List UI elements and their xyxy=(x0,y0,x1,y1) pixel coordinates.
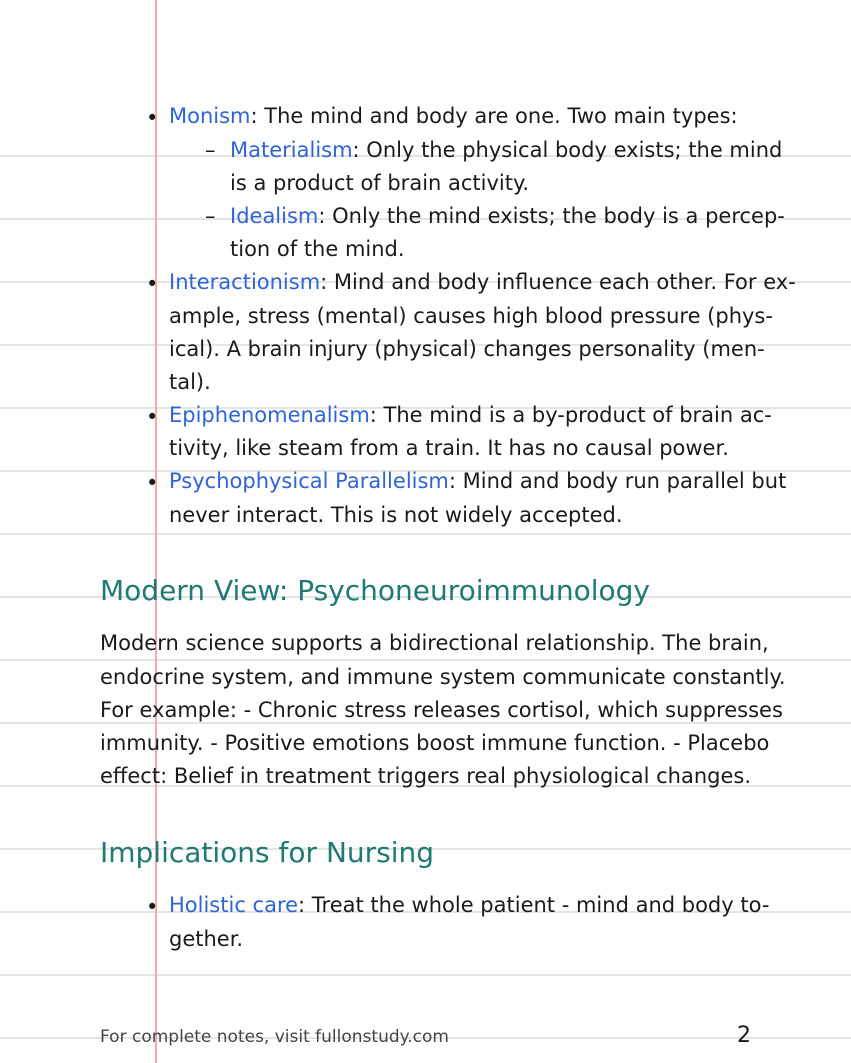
dash-icon: – xyxy=(205,138,216,162)
list-item-parallelism xyxy=(169,469,786,493)
list-item-monism xyxy=(169,104,738,128)
ruled-line xyxy=(0,533,851,535)
holistic-care-text: : Treat the whole patient - mind and body to- xyxy=(298,893,770,917)
interactionism-line2: ample, stress (mental) causes high blood pressure (phys- xyxy=(169,304,773,328)
paragraph-line: effect: Belief in treatment triggers real physiological changes. xyxy=(100,764,752,788)
section-heading-implications: Implications for Nursing xyxy=(100,836,435,869)
ruled-line xyxy=(0,659,851,661)
paragraph-line: Modern science supports a bidirectional relationship. The brain, xyxy=(100,631,769,655)
bullet-icon: • xyxy=(146,405,159,429)
epiphenomenalism-text: : The mind is a by-product of brain ac- xyxy=(369,403,772,427)
bullet-icon: • xyxy=(146,471,159,495)
idealism-text: : Only the mind exists; the body is a percep- xyxy=(318,204,785,228)
bullet-icon: • xyxy=(146,272,159,296)
paragraph-line: endocrine system, and immune system communicate constantly. xyxy=(100,665,786,689)
interactionism-line4: tal). xyxy=(169,370,211,394)
page-number: 2 xyxy=(737,1023,751,1048)
monism-text: : The mind and body are one. Two main types: xyxy=(250,104,738,128)
ruled-line xyxy=(0,722,851,724)
holistic-care-line2: gether. xyxy=(169,927,244,951)
term-epiphenomenalism: Epiphenomenalism xyxy=(169,403,370,427)
parallelism-text: : Mind and body run parallel but xyxy=(448,469,787,493)
list-item-idealism xyxy=(230,204,785,228)
footer-note: For complete notes, visit fullonstudy.com xyxy=(100,1027,449,1047)
term-holistic-care: Holistic care xyxy=(169,893,299,917)
section-heading-modern-view: Modern View: Psychoneuroimmunology xyxy=(100,574,650,607)
bullet-icon: • xyxy=(146,106,159,130)
term-parallelism: Psychophysical Parallelism xyxy=(169,469,449,493)
list-item-interactionism xyxy=(169,270,796,294)
interactionism-line3: ical). A brain injury (physical) changes personality (men- xyxy=(169,337,765,361)
paragraph-line: For example: - Chronic stress releases cortisol, which suppresses xyxy=(100,698,783,722)
materialism-text: : Only the physical body exists; the mind xyxy=(352,138,783,162)
dash-icon: – xyxy=(205,204,216,228)
paragraph-line: immunity. - Positive emotions boost immune function. - Placebo xyxy=(100,731,770,755)
epiphenomenalism-line2: tivity, like steam from a train. It has no causal power. xyxy=(169,436,729,460)
list-item-holistic-care xyxy=(169,893,769,917)
list-item-materialism xyxy=(230,138,782,162)
interactionism-text: : Mind and body influence each other. For ex- xyxy=(320,270,796,294)
ruled-line xyxy=(0,974,851,976)
term-interactionism: Interactionism xyxy=(169,270,321,294)
parallelism-line2: never interact. This is not widely accepted. xyxy=(169,503,623,527)
term-idealism: Idealism xyxy=(230,204,319,228)
materialism-line2: is a product of brain activity. xyxy=(230,171,530,195)
term-monism: Monism xyxy=(169,104,251,128)
idealism-line2: tion of the mind. xyxy=(230,237,405,261)
bullet-icon: • xyxy=(146,895,159,919)
list-item-epiphenomenalism xyxy=(169,403,772,427)
term-materialism: Materialism xyxy=(230,138,353,162)
